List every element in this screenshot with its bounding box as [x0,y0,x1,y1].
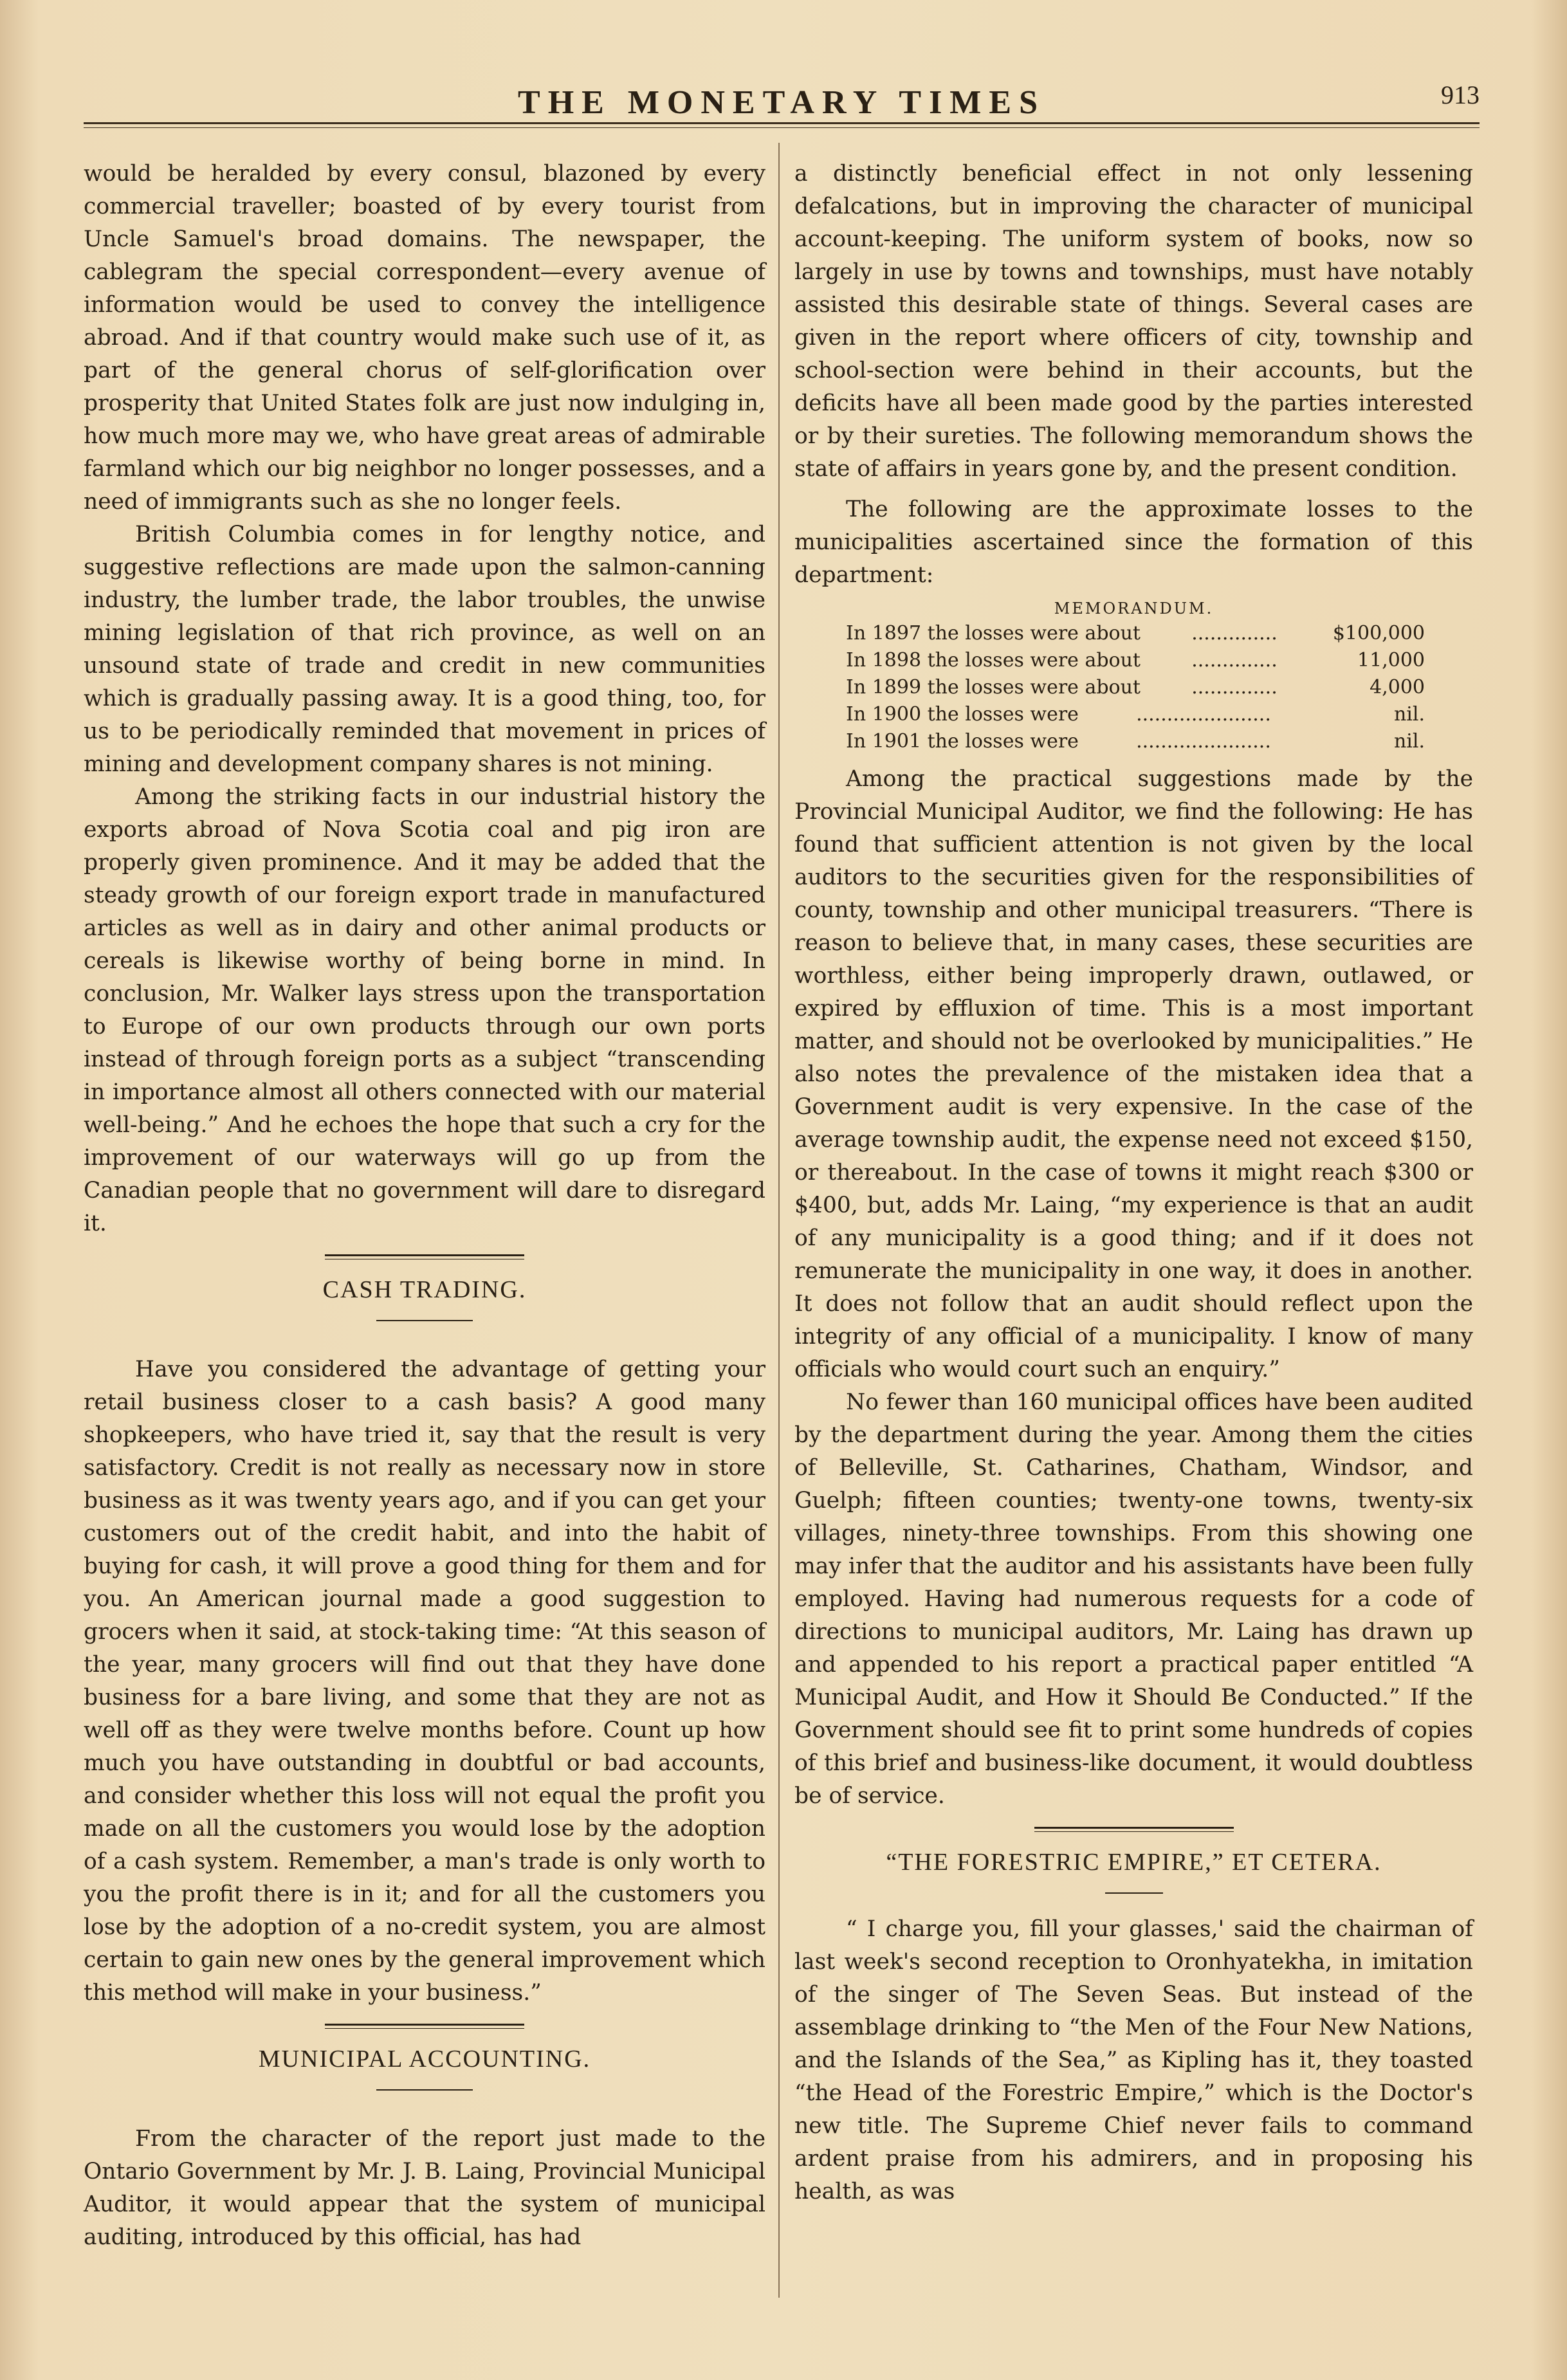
section-rule [1034,1827,1234,1832]
memo-label: In 1900 the losses were [846,703,1079,726]
memo-value: nil. [1393,730,1425,753]
page-number: 913 [1441,80,1480,109]
memo-leader: .............. [1191,676,1278,699]
section-title-cash-trading: CASH TRADING. [322,1276,527,1303]
header-rule-thin [84,127,1480,128]
memo-label: In 1901 the losses were [846,730,1079,753]
right-column [794,158,1473,2208]
title-underline [1105,1892,1163,1894]
column-divider [778,143,780,2298]
paragraph: Have you considered the advantage of getting your retail business closer to a cash basis? A good many shopkeepers, who have tried it, say that the result is very satisfactory. Credit is not really as necessary now in store business as it was twenty years ago, and if you can get your customers out of the credit habit, and into the habit of buying for cash, it will prove a good thing for them and for you. An American journal made a good suggestion to grocers when it said, at stock-taking time: “At this season of the year, many grocers will find out that they have done business for a bare living, and some that they are not as well off as they were twelve months before. Count up how much you have outstanding in doubtful or bad accounts, and consider whether this loss will not equal the profit you made on all the customers you would lose by the adoption of a cash system. Remember, a man's trade is only worth to you the profit there is in it; and for all the customers you lose by the adoption of a no-credit system, you are almost certain to gain new ones by the general improvement which this method will make in your business.” [84,1357,765,2006]
paragraph: a distinctly beneficial effect in not only lessening defalcations, but in improving the character of municipal account-keeping. The uniform system of books, now so largely in use by towns and townships, must have notably assisted this desirable state of things. Several cases are given in the report where officers of city, township and school-section were behind in their accounts, but the deficits have all been made good by the parties interested or by their sureties. The following memorandum shows the state of affairs in years gone by, and the present condition. [794,161,1473,482]
paragraph: The following are the approximate losses to the municipalities ascertained since the formation of this department: [794,497,1473,588]
title-underline [376,1320,473,1321]
memo-row [846,647,1425,674]
memo-row [846,701,1425,728]
section-title-forestric-empire: “THE FORESTRIC EMPIRE,” ET CETERA. [886,1849,1382,1876]
memo-leader: ...................... [1136,703,1271,726]
paragraph: Among the striking facts in our industrial history the exports abroad of Nova Scotia coal and pig iron are properly given prominence. And it may be added that the steady growth of our foreign export trade in manufactured articles as well as in dairy and other animal products or cereals is likewise worthy of being borne in mind. In conclusion, Mr. Walker lays stress upon the transportation to Europe of our own products through our own ports instead of through foreign ports as a subject “transcending in importance almost all others connected with our material well-being.” And he echoes the hope that such a cry for the improvement of our waterways will go up from the Canadian people that no government will dare to disregard it. [84,784,765,1236]
memo-leader: .............. [1191,622,1278,645]
memo-value: nil. [1393,703,1425,726]
title-underline [376,2089,473,2091]
memo-label: In 1898 the losses were about [846,649,1141,672]
memo-leader: .............. [1191,649,1278,672]
running-title: THE MONETARY TIMES [518,84,1045,121]
left-column [84,158,765,2254]
header-rule [84,122,1480,124]
memo-label: In 1899 the losses were about [846,676,1141,699]
memorandum-heading: MEMORANDUM. [1054,600,1214,618]
memo-row [846,620,1425,647]
paragraph: From the character of the report just made to the Ontario Government by Mr. J. B. Laing, Provincial Municipal Auditor, it would appear that the system of municipal auditing, introduced by this official, has had [84,2126,765,2250]
memo-value: 4,000 [1370,676,1425,699]
paragraph: Among the practical suggestions made by the Provincial Municipal Auditor, we find the following: He has found that sufficient attention is not given by the local auditors to the securities given for the responsibilities of county, township and other municipal treasurers. “There is reason to believe that, in many cases, these securities are worthless, either being improperly drawn, outlawed, or expired by effluxion of time. This is a most important matter, and should not be overlooked by municipalities.” He also notes the prevalence of the mistaken idea that a Government audit is very expensive. In the case of the average township audit, the expense need not exceed $150, or thereabout. In the case of towns it might reach $300 or $400, but, adds Mr. Laing, “my experience is that an audit of any municipality is a good thing; and if it does not remunerate the municipality in one way, it does in another. It does not follow that an audit should reflect upon the integrity of any official of a municipality. I know of many officials who would court such an enquiry.” [794,766,1473,1382]
memo-leader: ...................... [1136,730,1271,753]
page-header [84,77,1480,129]
paragraph: would be heralded by every consul, blazoned by every commercial traveller; boasted of by every tourist from Uncle Samuel's broad domains. The newspaper, the cablegram the special correspondent—every avenue of information would be used to convey the intelligence abroad. And if that country would make such use of it, as part of the general chorus of self-glorification over prosperity that United States folk are just now indulging in, how much more may we, who have great areas of admirable farmland which our big neighbor no longer possesses, and a need of immigrants such as she no longer feels. [84,161,765,515]
paragraph: “ I charge you, fill your glasses,' said the chairman of last week's second reception to Oronhyatekha, in imitation of the singer of The Seven Seas. But instead of the assemblage drinking to “the Men of the Four New Nations, and the Islands of the Sea,” as Kipling has it, they toasted “the Head of the Forestric Empire,” which is the Doctor's new title. The Supreme Chief never fails to command ardent praise from his admirers, and in proposing his health, as was [794,1916,1473,2204]
section-title-municipal-accounting: MUNICIPAL ACCOUNTING. [258,2046,591,2073]
memo-row [846,728,1425,755]
memo-value: $100,000 [1332,622,1425,645]
memo-label: In 1897 the losses were about [846,622,1141,645]
memorandum-table [846,620,1425,755]
paragraph: British Columbia comes in for lengthy notice, and suggestive reflections are made upon the salmon-canning industry, the lumber trade, the labor troubles, the unwise mining legislation of that rich province, as well on an unsound state of trade and credit in new communities which is gradually passing away. It is a good thing, too, for us to be periodically reminded that movement in prices of mining and development company shares is not mining. [84,522,765,777]
section-rule [325,1254,524,1259]
memo-value: 11,000 [1357,649,1425,672]
section-rule [325,2024,524,2029]
memo-row [846,674,1425,701]
paragraph: No fewer than 160 municipal offices have been audited by the department during the year. Among them the cities of Belleville, St. Catharines, Chatham, Windsor, and Guelph; fifteen counties; twenty-one towns, twenty-six villages, ninety-three townships. From this showing one may infer that the auditor and his assistants have been fully employed. Having had numerous requests for a code of directions to municipal auditors, Mr. Laing has drawn up and appended to his report a practical paper entitled “A Municipal Audit, and How it Should Be Conducted.” If the Government should see fit to print some hundreds of copies of this brief and business-like document, it would doubtless be of service. [794,1389,1473,1809]
